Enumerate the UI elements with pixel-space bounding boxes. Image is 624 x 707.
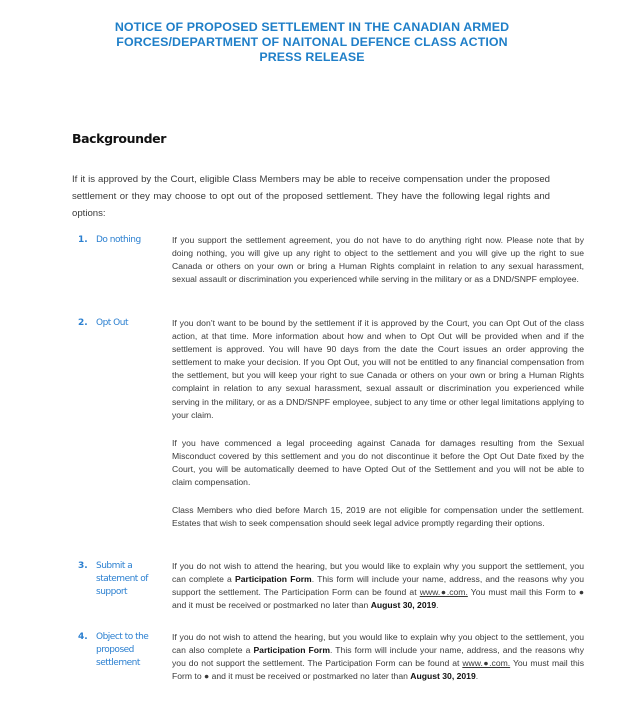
participation-form-link[interactable]: www.●.com. (462, 658, 511, 669)
participation-form-link[interactable]: www.●.com. (419, 587, 468, 598)
option-number: 3. (78, 561, 88, 571)
deadline-date: August 30, 2019 (410, 671, 476, 682)
option-number: 2. (78, 318, 88, 328)
option-paragraph: If you do not wish to attend the hearing, but you would like to explain why you support the settlement, you can complete a Participation Form. This form will include your name, address, and the reasons why you support the settlement. The Participation Form can be found at www.●.com. You must mail this Form to ● and it must be received or postmarked no later than August 30, 2019. (172, 561, 585, 611)
option-number: 4. (78, 632, 88, 642)
participation-form-name: Participation Form (235, 574, 312, 585)
deadline-date: August 30, 2019 (370, 600, 437, 611)
title-line-2: FORCES/DEPARTMENT OF NAITONAL DEFENCE CLASS ACTION (116, 35, 508, 49)
title-line-1: NOTICE OF PROPOSED SETTLEMENT IN THE CANADIAN ARMED (114, 20, 510, 34)
page-title (60, 20, 564, 65)
option-paragraph: If you don’t want to be bound by the settlement if it is approved by the Court, you can Opt Out of the class action, at that time. More information about how and when to Opt Out will be provided when and if the settlement is approved. You will have 90 days from the date the Court issues an order approving the settlement to make your decision. If you Opt Out, you will not be entitled to any financial compensation from the settlement, but you will keep your right to sue Canada or others on your own or bring a Human Rights complaint in relation to any sexual harassment, sexual assault or discrimination you experienced while serving in the military, or as a DND/SNPF employee, subject to any time or other legal limitations applying to your claim. (172, 318, 584, 420)
option-number: 1. (78, 235, 88, 245)
option-paragraph: If you have commenced a legal proceeding against Canada for damages resulting from the Sexual Misconduct covered by this settlement and you do not discontinue it before the Opt Out Date fixed by the Court, you will be automatically deemed to have Opted Out of the Settlement and you will not be able to claim compensation. (172, 437, 584, 488)
option-label: Opt Out (96, 318, 129, 328)
option-paragraph: If you support the settlement agreement, you do not have to do anything right now. Please note that by doing nothing, you will give up any right to object to the settlement and you will give up the right to sue Canada or others on your own or bring a Human Rights complaint in relation to any sexual harassment, sexual assault or discrimination you experienced while serving in the military or as a DND/SNPF employee. (172, 235, 584, 285)
option-label: Submit a statement of support (96, 561, 148, 597)
title-line-3: PRESS RELEASE (259, 50, 365, 64)
intro-paragraph: If it is approved by the Court, eligible Class Members may be able to receive compensation under the proposed settlement or they may choose to opt out of the proposed settlement. They have the following legal rights and options: (72, 174, 550, 220)
participation-form-name: Participation Form (253, 645, 331, 656)
option-label: Object to the proposed settlement (96, 632, 149, 668)
option-paragraph: If you do not wish to attend the hearing, but you would like to explain why you object to the settlement, you can also complete a Participation Form. This form will include your name, address, and the reasons why you do not support the settlement. The Participation Form can be found at www.●.com. You must mail this Form to ● and it must be received or postmarked no later than August 30, 2019. (172, 632, 585, 682)
option-paragraph: Class Members who died before March 15, 2019 are not eligible for compensation under the settlement. Estates that wish to seek compensation should seek legal advice promptly regarding their options. (172, 505, 584, 529)
option-label: Do nothing (96, 235, 141, 245)
section-heading: Backgrounder (72, 131, 166, 146)
